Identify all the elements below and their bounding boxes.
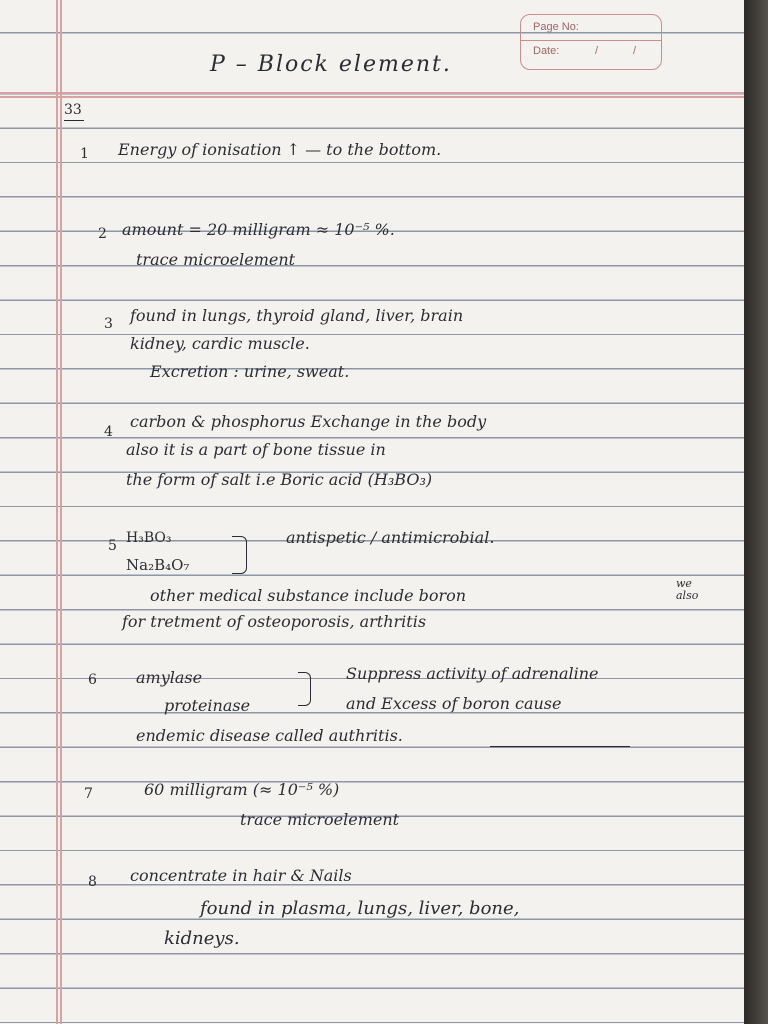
margin-line-left-double: [60, 0, 62, 1024]
entry-side-note: and Excess of boron cause: [346, 694, 562, 713]
entry-line: found in lungs, thyroid gland, liver, brain: [130, 306, 464, 325]
entry-line: kidney, cardic muscle.: [130, 334, 310, 353]
entry-line: trace microelement: [136, 250, 296, 269]
entry-number: 3: [104, 316, 113, 332]
entry-number: 7: [84, 786, 93, 802]
page-box-divider: [521, 40, 661, 41]
margin-line-left: [56, 0, 58, 1024]
section-number: 33: [64, 102, 82, 118]
grouping-bracket: [298, 672, 311, 706]
background-edge: [744, 0, 768, 1024]
page-no-label: Page No:: [533, 21, 579, 33]
entry-line: H₃BO₃: [126, 530, 172, 546]
entry-line: kidneys.: [164, 928, 240, 949]
entry-line: Na₂B₄O₇: [126, 556, 190, 574]
entry-line: amylase: [136, 668, 203, 687]
term-underline: [490, 746, 630, 747]
date-label: Date:: [533, 45, 560, 57]
entry-line: the form of salt i.e Boric acid (H₃BO₃): [126, 470, 433, 489]
entry-line: concentrate in hair & Nails: [130, 866, 352, 885]
entry-line: carbon & phosphorus Exchange in the body: [130, 412, 487, 431]
entry-line: endemic disease called authritis.: [136, 726, 403, 745]
entry-insert-note: we also: [676, 577, 699, 602]
entry-number: 4: [104, 424, 113, 440]
entry-line: also it is a part of bone tissue in: [126, 440, 386, 459]
page-title: P – Block element.: [210, 52, 452, 77]
entry-line: 60 milligram (≈ 10⁻⁵ %): [144, 780, 340, 799]
header-rule-double: [0, 96, 744, 98]
entry-line: trace microelement: [240, 810, 400, 829]
entry-number: 6: [88, 672, 97, 688]
entry-number: 1: [80, 146, 89, 162]
section-number-underline: [64, 120, 84, 121]
entry-line: amount = 20 milligram ≈ 10⁻⁵ %.: [122, 220, 395, 239]
entry-number: 5: [108, 538, 117, 554]
entry-number: 2: [98, 226, 107, 242]
grouping-bracket: [232, 536, 247, 574]
entry-number: 8: [88, 874, 97, 890]
date-separator: /: [633, 45, 637, 57]
page-date-box: [520, 14, 662, 70]
entry-line: Excretion : urine, sweat.: [150, 362, 350, 381]
entry-line: other medical substance include boron: [150, 586, 467, 605]
entry-side-note: antispetic / antimicrobial.: [286, 528, 495, 547]
entry-line: Energy of ionisation ↑ — to the bottom.: [118, 140, 442, 159]
entry-line: found in plasma, lungs, liver, bone,: [200, 898, 520, 919]
header-rule: [0, 92, 744, 94]
date-separator: /: [595, 45, 599, 57]
entry-line: proteinase: [164, 696, 251, 715]
entry-line: for tretment of osteoporosis, arthritis: [122, 612, 427, 631]
entry-side-note: Suppress activity of adrenaline: [346, 664, 599, 683]
